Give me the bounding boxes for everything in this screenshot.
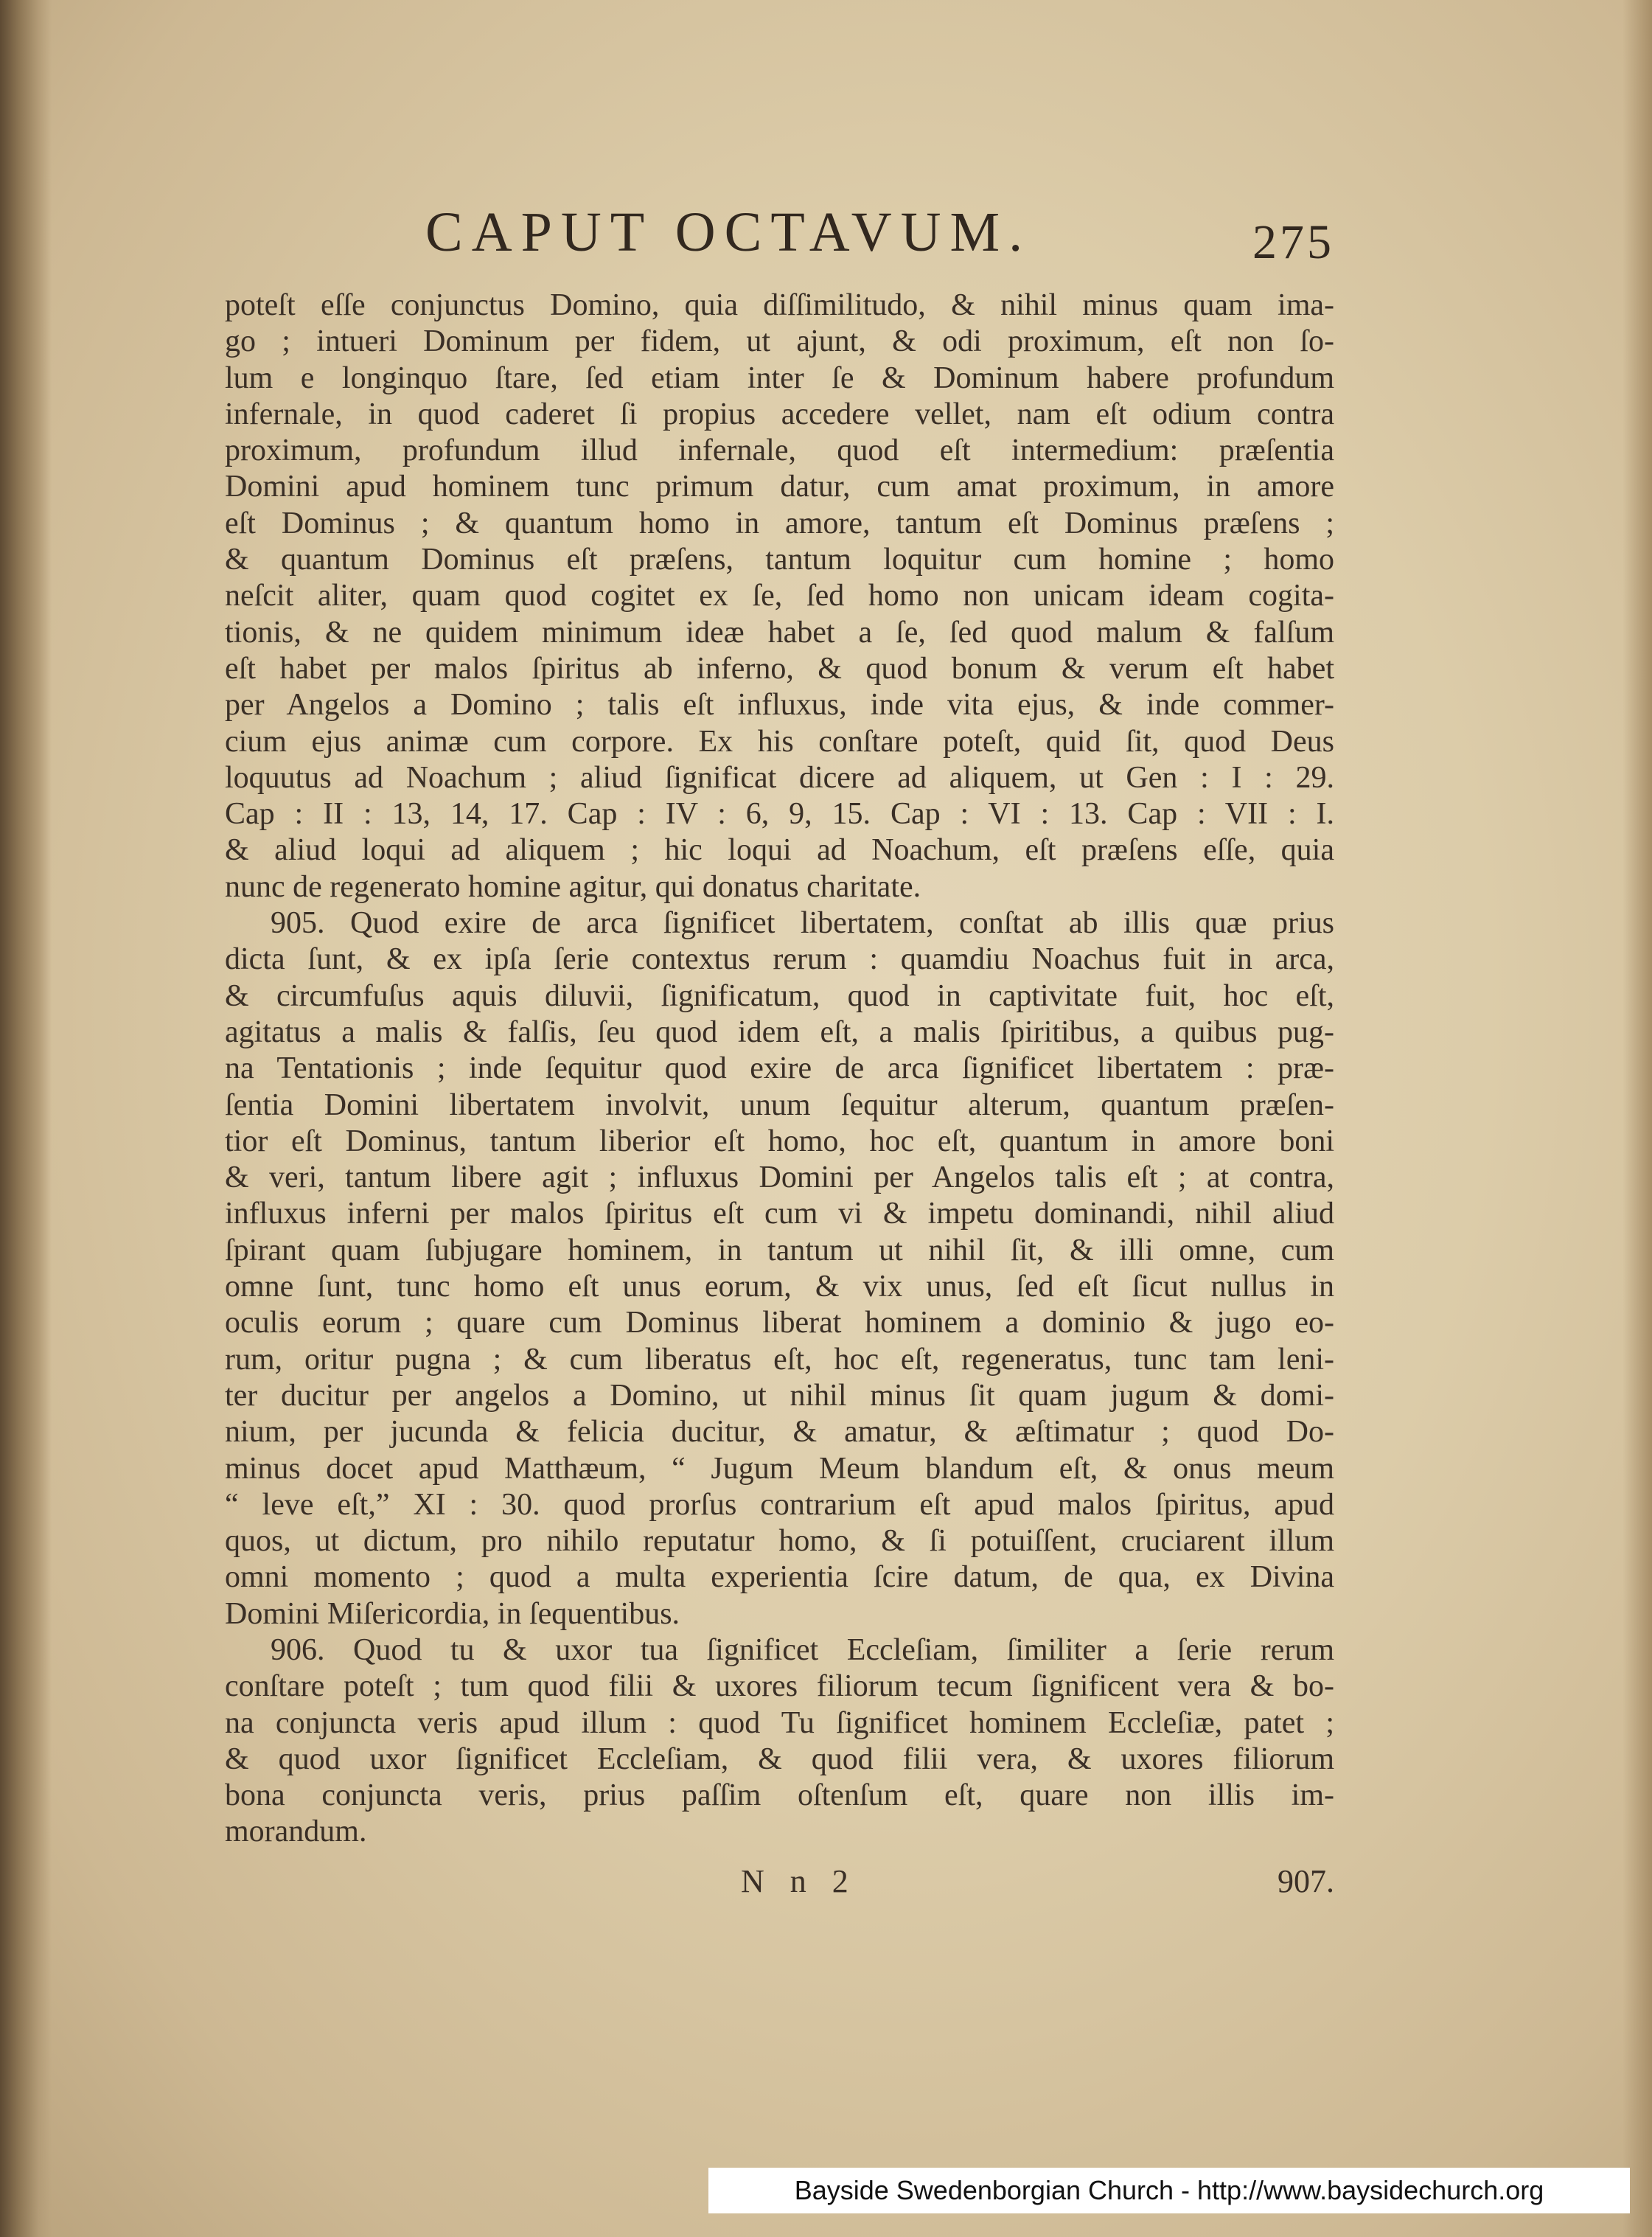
text-line: & aliud loqui ad aliquem ; hic loqui ad Noachum, eſt præſens eſſe, quia [225,833,1334,868]
text-line: “ leve eſt,” XI : 30. quod prorſus contrarium eſt apud malos ſpiritus, apud [225,1487,1334,1522]
text-line: per Angelos a Domino ; talis eſt influxus, inde vita ejus, & inde commer- [225,688,1334,723]
page-footer [225,1862,1334,1921]
text-line: ſpirant quam ſubjugare hominem, in tantum ut nihil ſit, & illi omne, cum [225,1233,1334,1267]
text-line: lum e longinquo ſtare, ſed etiam inter ſe & Dominum habere profundum [225,361,1334,395]
text-line: ſentia Domini libertatem involvit, unum ſequitur alterum, quantum præſen- [225,1088,1334,1122]
text-line: & veri, tantum libere agit ; influxus Domini per Angelos talis eſt ; at contra, [225,1161,1334,1195]
text-line: oculis eorum ; quare cum Dominus liberat hominem a dominio & jugo eo- [225,1306,1334,1340]
book-gutter-shadow [0,0,52,2237]
text-line: morandum. [225,1815,367,1849]
text-line: 905. Quod exire de arca ſignificet libertatem, conſtat ab illis quæ prius [271,906,1334,941]
running-head [225,199,1334,280]
paragraph [225,905,1334,1632]
signature-mark: N n 2 [741,1862,857,1899]
text-line: dicta ſunt, & ex ipſa ſerie contextus rerum : quamdiu Noachus fuit in arca, [225,942,1334,977]
text-line: nium, per jucunda & felicia ducitur, & amatur, & æſtimatur ; quod Do- [225,1415,1334,1450]
text-line: Domini apud hominem tunc primum datur, cum amat proximum, in amore [225,470,1334,504]
text-line: eſt Dominus ; & quantum homo in amore, tantum eſt Dominus præſens ; [225,506,1334,540]
text-line: omne ſunt, tunc homo eſt unus eorum, & vix unus, ſed eſt ſicut nullus in [225,1270,1334,1304]
text-line: proximum, profundum illud infernale, quod eſt intermedium: præſentia [225,434,1334,468]
text-line: agitatus a malis & falſis, ſeu quod idem eſt, a malis ſpiritibus, a quibus pug- [225,1015,1334,1049]
text-line: tionis, & ne quidem minimum ideæ habet a ſe, ſed quod malum & falſum [225,615,1334,650]
page-content [225,199,1334,2131]
paragraph [225,288,1334,905]
text-line: 906. Quod tu & uxor tua ſignificet Eccleſiam, ſimiliter a ſerie rerum [271,1632,1334,1667]
paragraph [225,1632,1334,1851]
body-text [225,288,1334,1851]
text-line: & quantum Dominus eſt præſens, tantum loquitur cum homine ; homo [225,543,1334,577]
page-number: 275 [1252,215,1334,269]
text-line: poteſt eſſe conjunctus Domino, quia diſſimilitudo, & nihil minus quam ima- [225,288,1334,322]
text-line: nunc de regenerato homine agitur, qui donatus charitate. [225,869,921,904]
text-line: quos, ut dictum, pro nihilo reputatur homo, & ſi potuiſſent, cruciarent illum [225,1524,1334,1559]
text-line: & circumfuſus aquis diluvii, ſignificatum, quod in captivitate fuit, hoc eſt, [225,978,1334,1013]
running-title: CAPUT OCTAVUM. [425,201,1032,263]
catchword: 907. [1278,1862,1334,1899]
text-line: minus docet apud Matthæum, “ Jugum Meum blandum eſt, & onus meum [225,1451,1334,1486]
text-line: na Tentationis ; inde ſequitur quod exire de arca ſignificet libertatem : præ- [225,1051,1334,1086]
text-line: conſtare poteſt ; tum quod filii & uxores filiorum tecum ſignificent vera & bo- [225,1669,1334,1704]
text-line: ter ducitur per angelos a Domino, ut nihil minus ſit quam jugum & domi- [225,1378,1334,1413]
text-line: Cap : II : 13, 14, 17. Cap : IV : 6, 9, 15. Cap : VI : 13. Cap : VII : I. [225,797,1334,832]
text-line: tior eſt Dominus, tantum liberior eſt homo, hoc eſt, quantum in amore boni [225,1124,1334,1158]
text-line: Domini Miſericordia, in ſequentibus. [225,1596,680,1631]
text-line: loquutus ad Noachum ; aliud ſignificat dicere ad aliquem, ut Gen : I : 29. [225,760,1334,795]
text-line: cium ejus animæ cum corpore. Ex his conſtare poteſt, quid ſit, quod Deus [225,724,1334,759]
text-line: influxus inferni per malos ſpiritus eſt cum vi & impetu dominandi, nihil aliud [225,1197,1334,1231]
text-line: na conjuncta veris apud illum : quod Tu ſignificet hominem Eccleſiæ, patet ; [225,1705,1334,1740]
text-line: & quod uxor ſignificet Eccleſiam, & quod filii vera, & uxores filiorum [225,1742,1334,1776]
text-line: go ; intueri Dominum per fidem, ut ajunt, & odi proximum, eſt non ſo- [225,324,1334,359]
page-edge-shadow [1623,0,1652,2237]
text-line: omni momento ; quod a multa experientia ſcire datum, de qua, ex Divina [225,1560,1334,1595]
text-line: neſcit aliter, quam quod cogitet ex ſe, ſed homo non unicam ideam cogita- [225,579,1334,613]
text-line: bona conjuncta veris, prius paſſim oſtenſum eſt, quare non illis im- [225,1778,1334,1813]
text-line: rum, oritur pugna ; & cum liberatus eſt, hoc eſt, regeneratus, tunc tam leni- [225,1342,1334,1377]
text-line: infernale, in quod caderet ſi propius accedere vellet, nam eſt odium contra [225,397,1334,431]
text-line: eſt habet per malos ſpiritus ab inferno, & quod bonum & verum eſt habet [225,651,1334,686]
watermark-banner: Bayside Swedenborgian Church - http://www.baysidechurch.org [708,2168,1630,2213]
